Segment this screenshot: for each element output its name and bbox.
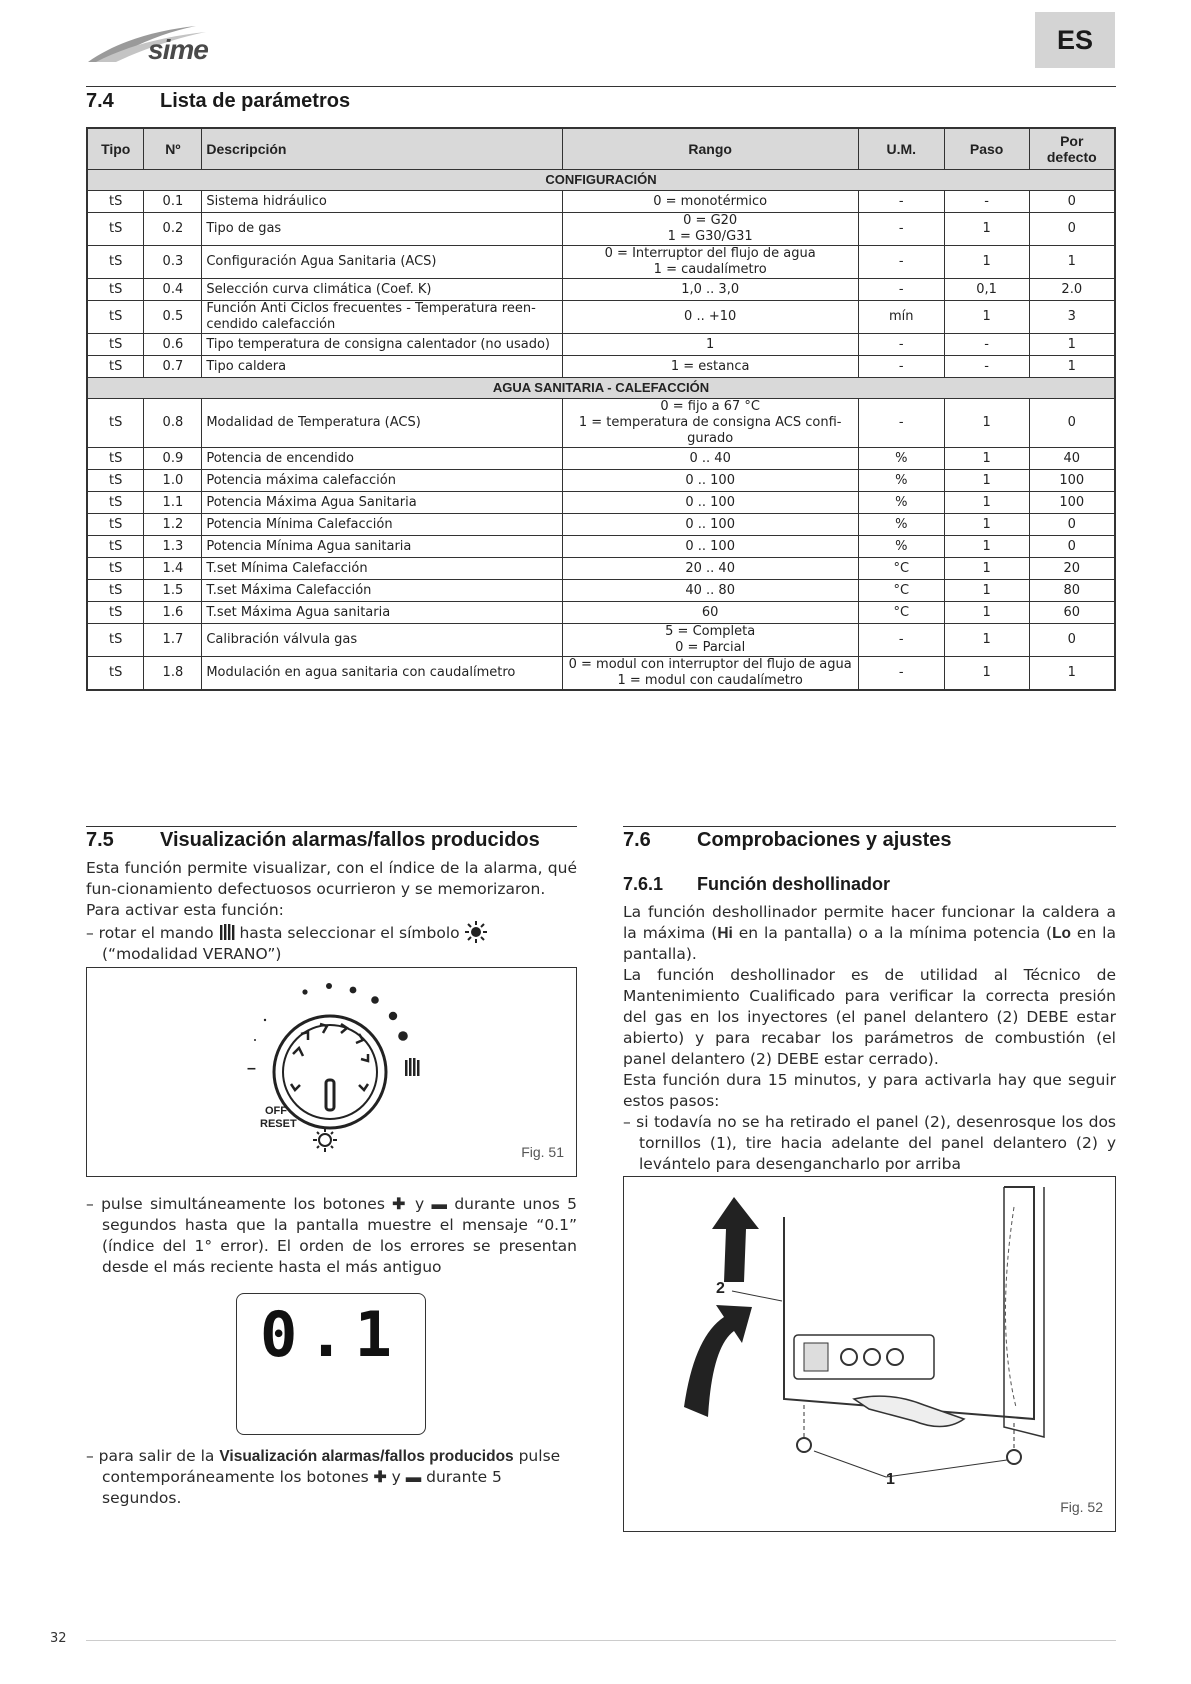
table-cell: % [858,470,944,492]
table-cell: tS [87,301,144,334]
table-cell: Sistema hidráulico [202,191,562,213]
table-cell: - [858,399,944,448]
table-cell: 1 [944,213,1029,246]
list-item [86,1446,577,1509]
table-cell: 0.4 [144,279,202,301]
table-cell: 0 .. 100 [562,536,858,558]
table-cell: tS [87,246,144,279]
table-group-row [87,378,1115,399]
table-cell: 0.6 [144,334,202,356]
table-cell: 1 [562,334,858,356]
section-number: 7.4 [86,90,114,112]
table-cell: 0.5 [144,301,202,334]
table-cell: tS [87,213,144,246]
table-cell: 1 [944,492,1029,514]
subsection-number: 7.6.1 [623,874,664,894]
table-cell: 1.6 [144,602,202,624]
table-cell: - [858,213,944,246]
section-7-5-step3 [86,1446,577,1509]
table-cell: 3 [1029,301,1115,334]
table-row [87,301,1115,334]
table-cell: 0 .. 100 [562,470,858,492]
section-7-5-intro [86,858,577,965]
section-number: 7.6 [623,829,651,851]
table-row [87,558,1115,580]
table-cell: 0 = monotérmico [562,191,858,213]
section-divider [86,826,577,827]
control-knob-icon [87,968,576,1176]
table-cell: 1 [944,514,1029,536]
text: hasta seleccionar el símbolo [239,924,460,942]
table-row [87,399,1115,448]
table-cell: °C [858,580,944,602]
display-value: 0.1 [260,1298,402,1371]
table-cell: tS [87,279,144,301]
table-header-row [87,128,1115,170]
boiler-panel-illustration [624,1177,1115,1531]
paragraph [623,902,1116,965]
table-cell: - [944,191,1029,213]
table-cell: - [858,356,944,378]
table-cell: 0 = modul con interruptor del flujo de agua 1 = modul con caudalímetro [562,657,858,691]
table-cell: Potencia Mínima Calefacción [202,514,562,536]
column-header: Nº [144,128,202,170]
list-item [86,1194,577,1278]
table-cell: 0.1 [144,191,202,213]
table-cell: Configuración Agua Sanitaria (ACS) [202,246,562,279]
table-cell: 0 = fijo a 67 °C 1 = temperatura de consigna ACS confi- gurado [562,399,858,448]
table-row [87,448,1115,470]
text: durante unos 5 segundos hasta que la pantalla muestre el mensaje “0.1” (índice del 1° error). El orden de los errores se presentan desde el más reciente hasta el más antiguo [102,1195,577,1276]
table-cell: 1 [1029,356,1115,378]
table-cell: 1 [944,536,1029,558]
radiator-icon [219,923,235,941]
table-cell: Modalidad de Temperatura (ACS) [202,399,562,448]
table-group-row [87,170,1115,191]
group-label: AGUA SANITARIA - CALEFACCIÓN [87,378,1115,399]
table-cell: tS [87,624,144,657]
table-cell: 0.9 [144,448,202,470]
table-cell: 100 [1029,470,1115,492]
table-cell: T.set Máxima Agua sanitaria [202,602,562,624]
minus-button-icon: ▬ [431,1196,447,1213]
table-cell: 100 [1029,492,1115,514]
table-cell: °C [858,602,944,624]
table-cell: tS [87,356,144,378]
table-cell: 1 [1029,246,1115,279]
table-cell: 60 [1029,602,1115,624]
section-title: Visualización alarmas/fallos producidos [160,829,540,851]
table-cell: Selección curva climática (Coef. K) [202,279,562,301]
table-cell: T.set Mínima Calefacción [202,558,562,580]
table-cell: 0 [1029,399,1115,448]
table-cell: tS [87,448,144,470]
figure-51 [86,967,577,1177]
group-label: CONFIGURACIÓN [87,170,1115,191]
table-cell: 0 .. +10 [562,301,858,334]
figure-52 [623,1176,1116,1532]
table-cell: Tipo caldera [202,356,562,378]
table-cell: 1 = estanca [562,356,858,378]
sun-icon [465,921,487,943]
minus-button-icon: ▬ [405,1469,422,1486]
table-cell: - [858,246,944,279]
section-number: 7.5 [86,829,114,851]
page-number: 32 [50,1631,67,1646]
table-cell: 0.7 [144,356,202,378]
table-cell: % [858,448,944,470]
table-cell: - [858,279,944,301]
table-cell: Tipo de gas [202,213,562,246]
table-cell: % [858,514,944,536]
parameters-table [86,127,1116,691]
subsection-title: Función deshollinador [697,874,890,894]
text: (“modalidad VERANO”) [102,945,282,963]
table-cell: 0 .. 100 [562,514,858,536]
table-cell: Potencia máxima calefacción [202,470,562,492]
table-cell: 1 [944,602,1029,624]
table-cell: - [858,191,944,213]
text: – para salir de la [86,1447,215,1465]
list-item [86,921,577,965]
table-cell: 20 .. 40 [562,558,858,580]
table-cell: 1 [944,657,1029,691]
table-cell: 1 [944,448,1029,470]
text: y [391,1468,401,1486]
language-badge: ES [1035,12,1115,68]
column-header: Paso [944,128,1029,170]
text: pulse contemporáneamente los botones [102,1447,561,1486]
table-row [87,246,1115,279]
callout-1: 1 [886,1471,895,1488]
table-cell: tS [87,602,144,624]
table-row [87,580,1115,602]
table-cell: 1 [944,399,1029,448]
text: durante 5 segundos. [102,1468,502,1507]
table-cell: tS [87,558,144,580]
table-cell: 1 [944,301,1029,334]
table-cell: 40 .. 80 [562,580,858,602]
paragraph: La función deshollinador es de utilidad al Técnico de Mantenimiento Cualificado para verificar la correcta presión del gas en los inyectores (el panel delantero (2) DEBE estar abierto) y para recabar los parámetros de combustión (el panel delantero (2) DEBE estar cerrado). [623,966,1116,1068]
table-cell: 1.2 [144,514,202,536]
table-cell: - [858,657,944,691]
table-cell: 1 [1029,334,1115,356]
table-row [87,602,1115,624]
footer-divider [86,1640,1116,1641]
table-cell: 1.0 [144,470,202,492]
text: – pulse simultáneamente los botones [86,1195,385,1213]
table-cell: 80 [1029,580,1115,602]
column-header: Tipo [87,128,144,170]
minus-mark: – [247,1060,256,1077]
table-cell: Potencia Mínima Agua sanitaria [202,536,562,558]
section-7-5-step2 [86,1194,577,1278]
figure-caption: Fig. 51 [521,1144,564,1160]
table-cell: tS [87,657,144,691]
table-cell: 1 [944,558,1029,580]
table-cell: 1.4 [144,558,202,580]
table-cell: 1.3 [144,536,202,558]
table-cell: °C [858,558,944,580]
table-cell: 1 [944,580,1029,602]
bold-text: Visualización alarmas/fallos producidos [219,1448,514,1465]
table-cell: tS [87,536,144,558]
table-row [87,657,1115,691]
table-cell: 1 [944,624,1029,657]
reset-label: RESET [260,1118,297,1130]
table-row [87,279,1115,301]
column-header: U.M. [858,128,944,170]
section-heading-7-4 [86,90,686,118]
table-cell: 0 .. 40 [562,448,858,470]
table-row [87,191,1115,213]
table-cell: 0.3 [144,246,202,279]
table-cell: 0 [1029,514,1115,536]
paragraph: Esta función dura 15 minutos, y para activarla hay que seguir estos pasos: [623,1071,1116,1110]
table-cell: 0.2 [144,213,202,246]
table-row [87,536,1115,558]
table-cell: - [944,334,1029,356]
table-cell: - [944,356,1029,378]
text: – rotar el mando [86,924,214,942]
display-screen [236,1293,426,1435]
table-cell: tS [87,191,144,213]
table-cell: tS [87,399,144,448]
section-7-6-text [623,902,1116,1175]
table-cell: 1,0 .. 3,0 [562,279,858,301]
table-cell: 20 [1029,558,1115,580]
table-row [87,470,1115,492]
table-row [87,213,1115,246]
plus-button-icon: ✚ [392,1196,408,1213]
table-row [87,334,1115,356]
section-title: Lista de parámetros [160,90,351,112]
table-cell: % [858,492,944,514]
table-cell: % [858,536,944,558]
table-cell: tS [87,470,144,492]
table-cell: 0 [1029,191,1115,213]
table-cell: Función Anti Ciclos frecuentes - Temperatura reen- cendido calefacción [202,301,562,334]
table-cell: 1.8 [144,657,202,691]
section-heading-7-5 [86,829,577,857]
table-row [87,492,1115,514]
table-cell: - [858,624,944,657]
table-cell: 0 [1029,536,1115,558]
table-cell: Potencia de encendido [202,448,562,470]
text: y [414,1195,425,1213]
callout-2: 2 [716,1280,725,1297]
paragraph: Esta función permite visualizar, con el índice de la alarma, qué fun-cionamiento defectuosos ocurrieron y se memorizaron. [86,859,577,898]
paragraph: Para activar esta función: [86,901,284,919]
table-cell: 1.5 [144,580,202,602]
plus-button-icon: ✚ [373,1469,387,1486]
sime-logo [86,22,236,66]
table-cell: T.set Máxima Calefacción [202,580,562,602]
table-cell: Calibración válvula gas [202,624,562,657]
table-cell: Modulación en agua sanitaria con caudalímetro [202,657,562,691]
section-title: Comprobaciones y ajustes [697,829,952,851]
subsection-heading-7-6-1 [623,874,1116,898]
table-cell: 0 .. 100 [562,492,858,514]
column-header: Rango [562,128,858,170]
table-cell: 0.8 [144,399,202,448]
table-cell: 40 [1029,448,1115,470]
column-header: Descripción [202,128,562,170]
table-cell: tS [87,334,144,356]
table-cell: 1 [1029,657,1115,691]
brand-name: sime [148,34,208,65]
table-cell: 2.0 [1029,279,1115,301]
section-divider [623,826,1116,827]
list-item: – si todavía no se ha retirado el panel (2), desenrosque los dos tornillos (1), tire hacia adelante del panel delantero (2) y levántelo para desengancharlo por arriba [623,1113,1116,1173]
table-cell: 60 [562,602,858,624]
table-cell: 0,1 [944,279,1029,301]
table-cell: 0 = G20 1 = G30/G31 [562,213,858,246]
table-row [87,356,1115,378]
table-cell: tS [87,492,144,514]
table-row [87,624,1115,657]
text: en la pantalla) o a la mínima potencia ( [732,924,1053,942]
table-cell: 0 [1029,213,1115,246]
table-cell: 1 [944,470,1029,492]
table-cell: 1 [944,246,1029,279]
column-header: Por defecto [1029,128,1115,170]
table-cell: tS [87,514,144,536]
text: en la pantalla). [623,924,1116,963]
table-cell: - [858,334,944,356]
table-row [87,514,1115,536]
table-cell: 5 = Completa 0 = Parcial [562,624,858,657]
section-heading-7-6 [623,829,1116,857]
table-cell: Potencia Máxima Agua Sanitaria [202,492,562,514]
bold-text: Hi [717,925,733,942]
off-label: OFF [265,1105,287,1117]
bold-text: Lo [1052,925,1072,942]
table-cell: mín [858,301,944,334]
table-cell: Tipo temperatura de consigna calentador (no usado) [202,334,562,356]
text: La función deshollinador permite hacer funcionar la caldera a la máxima ( [623,903,1116,942]
header-divider [86,86,1116,87]
table-cell: tS [87,580,144,602]
table-cell: 0 [1029,624,1115,657]
table-cell: 0 = Interruptor del flujo de agua 1 = caudalímetro [562,246,858,279]
table-cell: 1.7 [144,624,202,657]
table-cell: 1.1 [144,492,202,514]
figure-caption: Fig. 52 [1060,1499,1103,1515]
